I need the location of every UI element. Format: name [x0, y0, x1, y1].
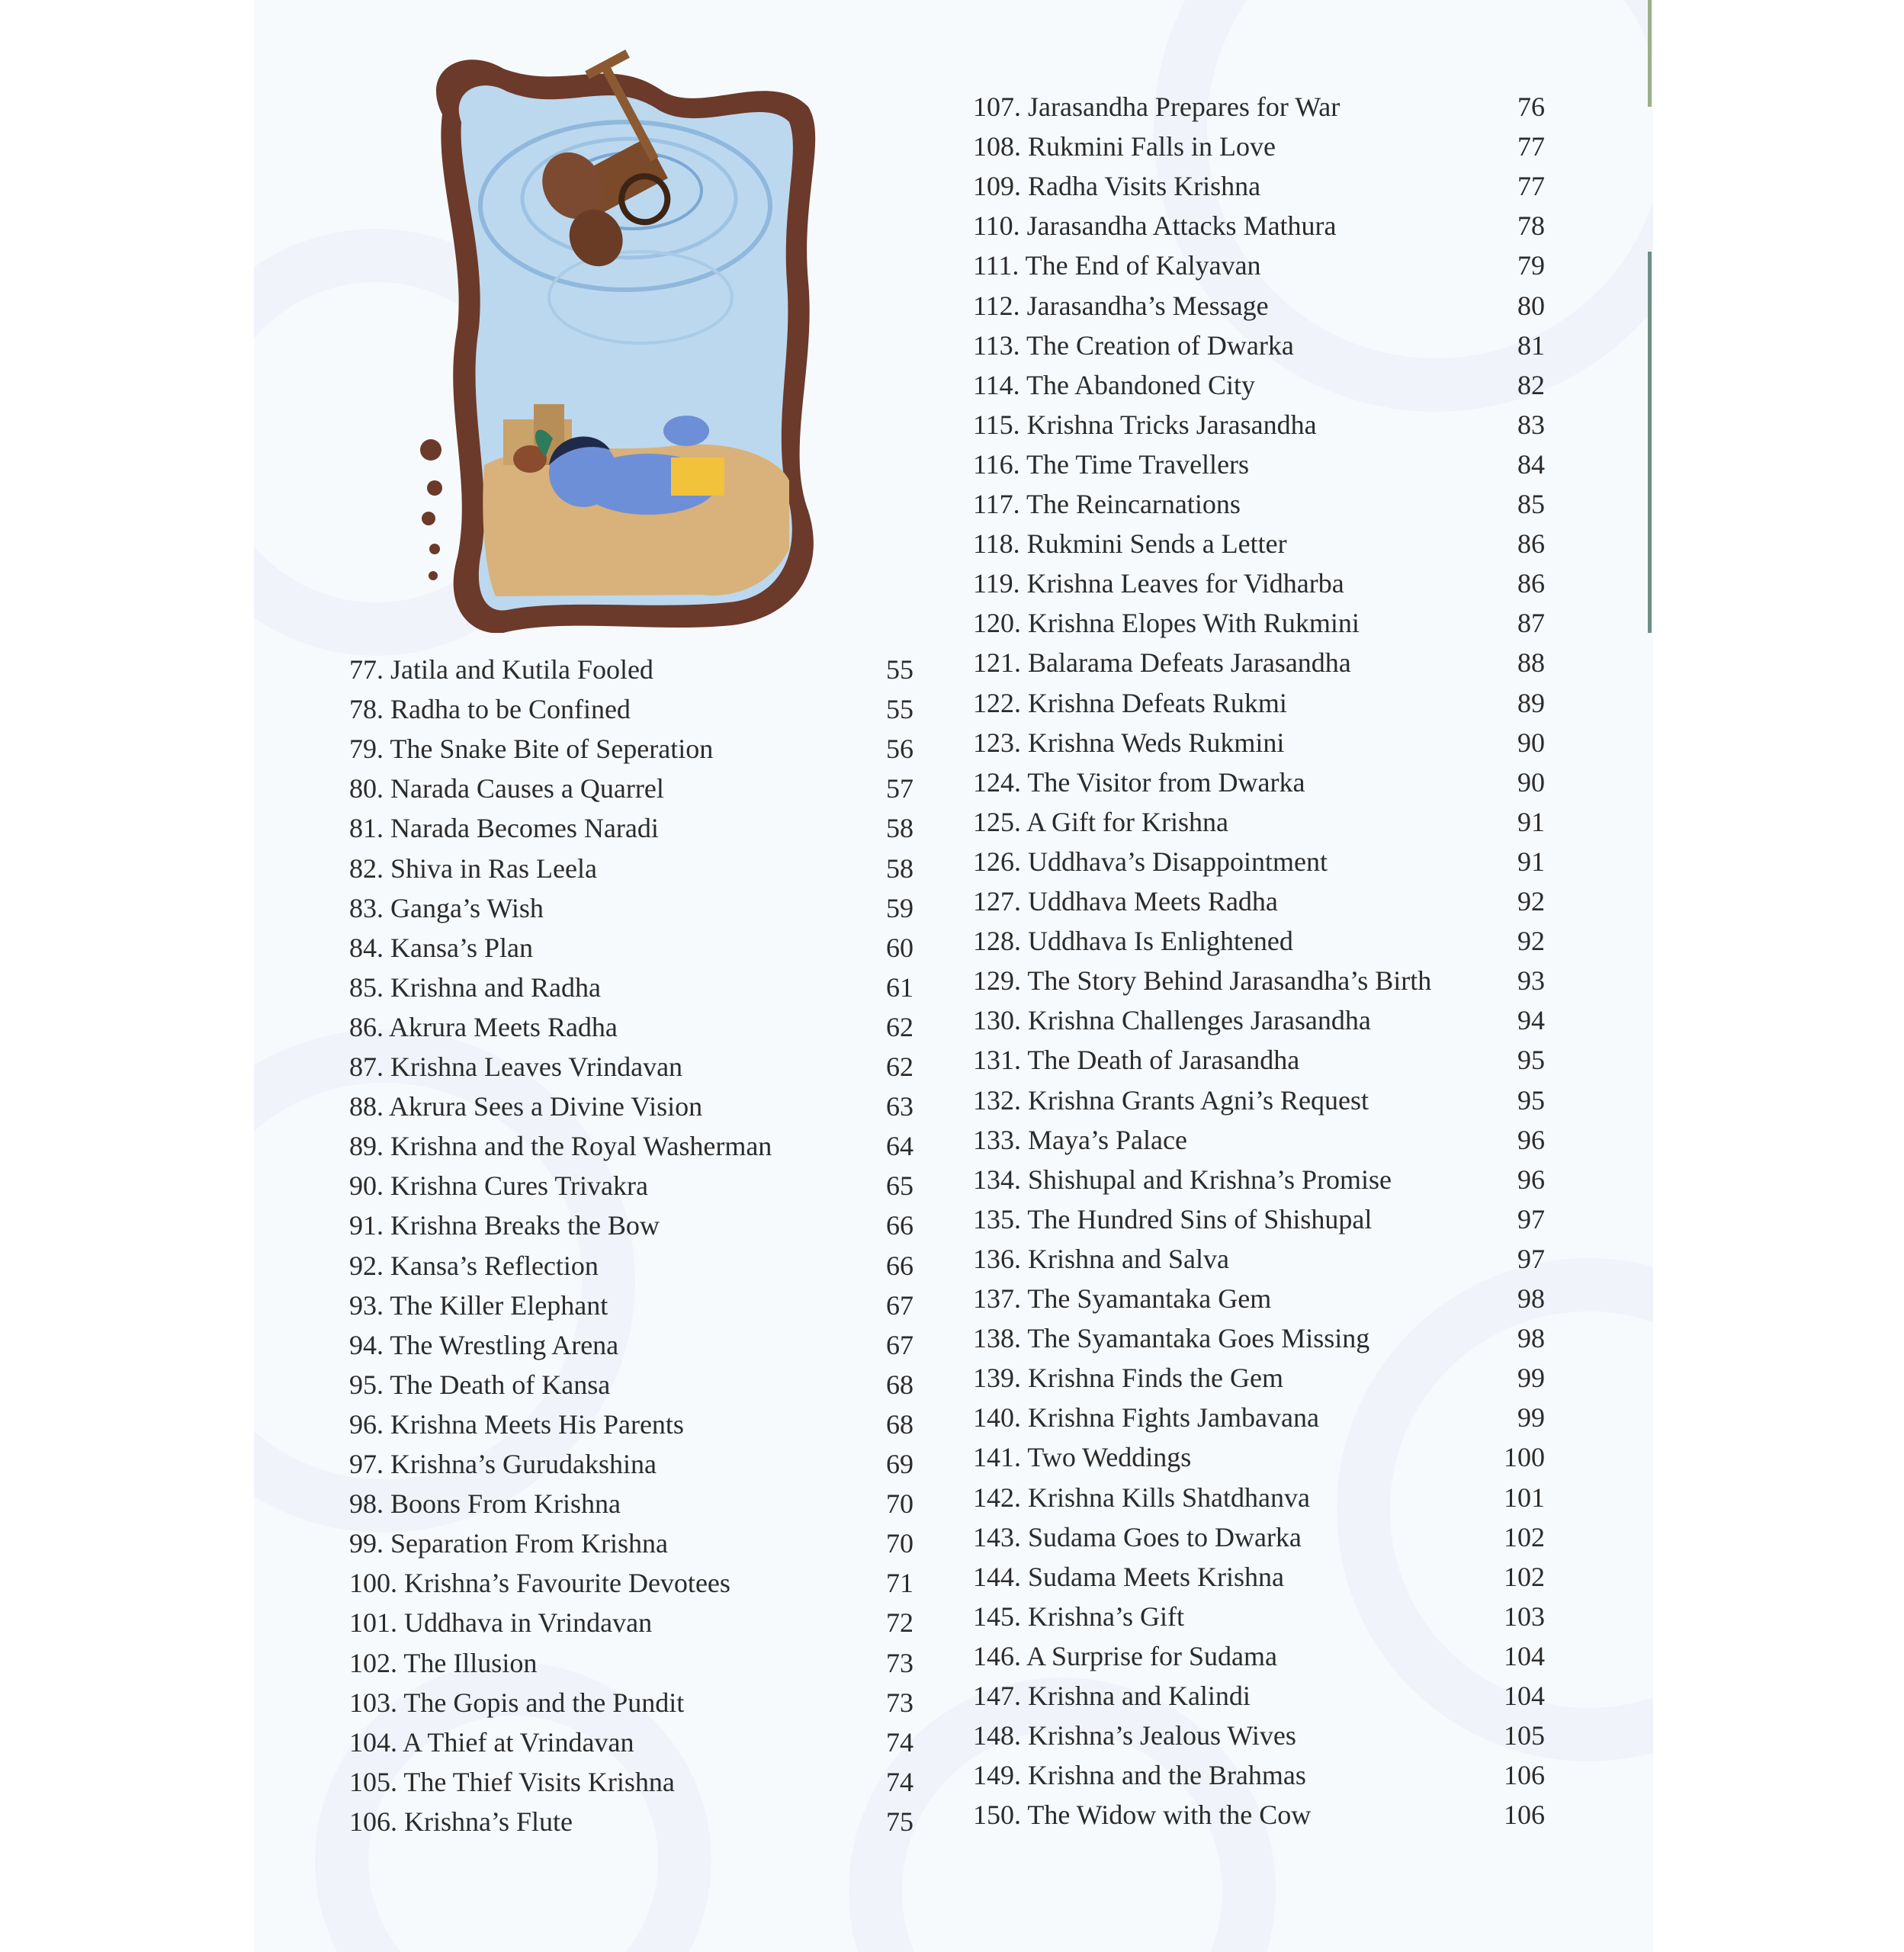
toc-entry-page: 106: [1504, 1760, 1545, 1791]
toc-entry-page: 89: [1517, 687, 1545, 718]
toc-entry-title: 79. The Snake Bite of Seperation: [349, 734, 714, 765]
toc-entry-title: 91. Krishna Breaks the Bow: [349, 1210, 660, 1241]
krishna-feet: [663, 416, 709, 446]
toc-entry-page: 77: [1517, 131, 1545, 162]
toc-entry-page: 62: [886, 1011, 913, 1042]
toc-entry-title: 114. The Abandoned City: [973, 369, 1255, 400]
toc-entry-title: 98. Boons From Krishna: [349, 1488, 621, 1520]
toc-entry-page: 102: [1504, 1561, 1545, 1592]
toc-entry-title: 87. Krishna Leaves Vrindavan: [349, 1051, 683, 1082]
toc-entry-title: 132. Krishna Grants Agni’s Request: [973, 1084, 1369, 1116]
toc-entry-page: 79: [1517, 250, 1545, 281]
toc-entry-page: 88: [1517, 647, 1545, 679]
toc-entry-title: 143. Sudama Goes to Dwarka: [973, 1521, 1302, 1552]
toc-entry-page: 59: [886, 892, 913, 923]
toc-entry-page: 60: [886, 932, 913, 963]
toc-entry-page: 76: [1517, 92, 1545, 122]
toc-entry-title: 105. The Thief Visits Krishna: [349, 1766, 675, 1797]
toc-entry-title: 149. Krishna and the Brahmas: [973, 1760, 1306, 1791]
toc-entry-page: 95: [1517, 1045, 1545, 1076]
toc-entry-title: 121. Balarama Defeats Jarasandha: [973, 647, 1351, 679]
toc-entry-title: 134. Shishupal and Krishna’s Promise: [973, 1164, 1392, 1195]
toc-entry-title: 118. Rukmini Sends a Letter: [973, 528, 1287, 560]
toc-entry-page: 86: [1517, 528, 1545, 560]
toc-entry-title: 113. The Creation of Dwarka: [973, 329, 1294, 361]
toc-entry-title: 130. Krishna Challenges Jarasandha: [973, 1005, 1371, 1036]
toc-entry-title: 116. The Time Travellers: [973, 448, 1250, 480]
toc-entry-page: 73: [886, 1647, 913, 1678]
toc-entry-page: 86: [1517, 568, 1545, 599]
toc-entry-page: 90: [1517, 766, 1545, 798]
krishna-dhoti: [671, 458, 724, 496]
toc-entry-page: 98: [1517, 1283, 1545, 1314]
toc-entry-page: 65: [886, 1170, 913, 1202]
toc-entry-title: 96. Krishna Meets His Parents: [349, 1408, 684, 1440]
toc-entry-title: 126. Uddhava’s Disappointment: [973, 846, 1328, 877]
toc-entry-page: 69: [886, 1449, 913, 1479]
toc-entry-title: 135. The Hundred Sins of Shishupal: [973, 1203, 1373, 1234]
toc-entry-title: 119. Krishna Leaves for Vidharba: [973, 568, 1344, 599]
toc-entry-title: 123. Krishna Weds Rukmini: [973, 727, 1285, 758]
toc-entry-title: 131. The Death of Jarasandha: [973, 1045, 1300, 1076]
page-edge-strip: [1648, 0, 1652, 107]
toc-entry-page: 96: [1517, 1164, 1545, 1195]
toc-entry-title: 137. The Syamantaka Gem: [973, 1283, 1272, 1314]
toc-entry-title: 109. Radha Visits Krishna: [973, 171, 1261, 202]
toc-entry-page: 66: [886, 1250, 913, 1281]
baby-krishna-cart-illustration: [412, 23, 839, 633]
toc-entry-page: 99: [1517, 1363, 1545, 1394]
toc-entry-page: 68: [886, 1369, 913, 1400]
toc-entry-title: 142. Krishna Kills Shatdhanva: [973, 1482, 1310, 1513]
toc-entry-page: 90: [1517, 727, 1545, 758]
toc-entry-page: 64: [886, 1131, 913, 1162]
toc-entry-page: 97: [1517, 1243, 1545, 1274]
toc-entry-page: 80: [1517, 290, 1545, 321]
toc-entry-page: 68: [886, 1408, 913, 1440]
toc-entry-page: 87: [1517, 608, 1545, 639]
toc-entry-title: 107. Jarasandha Prepares for War: [973, 92, 1341, 122]
toc-entry-title: 104. A Thief at Vrindavan: [349, 1726, 634, 1758]
page-edge-strip: [1648, 252, 1652, 633]
toc-entry-title: 148. Krishna’s Jealous Wives: [973, 1720, 1296, 1751]
toc-entry-page: 84: [1517, 448, 1545, 480]
toc-entry-page: 92: [1517, 886, 1545, 917]
toc-entry-title: 115. Krishna Tricks Jarasandha: [973, 409, 1317, 440]
toc-entry-page: 81: [1517, 329, 1545, 361]
toc-entry-page: 75: [886, 1806, 913, 1837]
toc-entry-page: 103: [1504, 1600, 1545, 1632]
toc-entry-title: 102. The Illusion: [349, 1647, 538, 1678]
toc-entry-page: 94: [1517, 1005, 1545, 1036]
toc-entry-page: 106: [1504, 1800, 1545, 1831]
toc-entry-title: 93. The Killer Elephant: [349, 1289, 608, 1321]
toc-entry-title: 84. Kansa’s Plan: [349, 932, 533, 963]
paint-drop: [420, 439, 441, 461]
toc-entry-page: 66: [886, 1210, 913, 1241]
toc-entry-page: 62: [886, 1051, 913, 1082]
toc-entry-page: 70: [886, 1528, 913, 1559]
toc-entry-title: 85. Krishna and Radha: [349, 971, 601, 1003]
toc-entry-page: 78: [1517, 210, 1545, 242]
toc-entry-title: 77. Jatila and Kutila Fooled: [349, 654, 653, 685]
toc-entry-page: 101: [1504, 1482, 1545, 1513]
toc-entry-page: 55: [886, 694, 913, 725]
toc-entry-page: 92: [1517, 926, 1545, 957]
toc-entry-page: 63: [886, 1091, 913, 1122]
paint-drop: [429, 544, 440, 554]
toc-entry-title: 90. Krishna Cures Trivakra: [349, 1170, 648, 1202]
toc-entry-title: 120. Krishna Elopes With Rukmini: [973, 608, 1360, 639]
toc-entry-title: 136. Krishna and Salva: [973, 1243, 1229, 1274]
toc-entry-title: 82. Shiva in Ras Leela: [349, 852, 597, 884]
toc-entry-page: 99: [1517, 1402, 1545, 1434]
toc-entry-title: 103. The Gopis and the Pundit: [349, 1687, 685, 1718]
toc-entry-title: 108. Rukmini Falls in Love: [973, 131, 1276, 162]
toc-entry-page: 71: [886, 1568, 913, 1599]
toc-entry-page: 70: [886, 1488, 913, 1520]
toc-entry-title: 92. Kansa’s Reflection: [349, 1250, 599, 1281]
toc-entry-page: 77: [1517, 171, 1545, 202]
toc-entry-page: 85: [1517, 489, 1545, 519]
paint-drop: [429, 571, 438, 580]
toc-entry-title: 106. Krishna’s Flute: [349, 1806, 573, 1837]
toc-entry-title: 97. Krishna’s Gurudakshina: [349, 1449, 657, 1479]
toc-entry-title: 122. Krishna Defeats Rukmi: [973, 687, 1287, 718]
toc-entry-title: 150. The Widow with the Cow: [973, 1800, 1312, 1831]
toc-entry-title: 95. The Death of Kansa: [349, 1369, 611, 1400]
toc-entry-title: 146. A Surprise for Sudama: [973, 1640, 1277, 1671]
toc-entry-page: 55: [886, 654, 913, 685]
toc-entry-title: 110. Jarasandha Attacks Mathura: [973, 210, 1337, 242]
toc-entry-title: 129. The Story Behind Jarasandha’s Birth: [973, 965, 1432, 997]
toc-entry-title: 99. Separation From Krishna: [349, 1528, 668, 1559]
toc-entry-title: 112. Jarasandha’s Message: [973, 290, 1269, 321]
toc-entry-page: 82: [1517, 369, 1545, 400]
toc-entry-title: 111. The End of Kalyavan: [973, 250, 1261, 281]
toc-entry-title: 100. Krishna’s Favourite Devotees: [349, 1568, 730, 1599]
toc-entry-page: 91: [1517, 806, 1545, 837]
toc-entry-title: 127. Uddhava Meets Radha: [973, 886, 1278, 917]
toc-entry-page: 96: [1517, 1124, 1545, 1155]
toc-entry-title: 140. Krishna Fights Jambavana: [973, 1402, 1319, 1434]
toc-entry-title: 80. Narada Causes a Quarrel: [349, 773, 664, 804]
toc-entry-page: 97: [1517, 1203, 1545, 1234]
toc-entry-page: 104: [1504, 1640, 1545, 1671]
toc-entry-page: 93: [1517, 965, 1545, 997]
toc-entry-page: 95: [1517, 1084, 1545, 1116]
toc-entry-page: 56: [886, 734, 913, 765]
toc-entry-title: 88. Akrura Sees a Divine Vision: [349, 1091, 703, 1122]
toc-entry-title: 94. The Wrestling Arena: [349, 1329, 619, 1360]
toc-entry-page: 67: [886, 1329, 913, 1360]
toc-entry-title: 86. Akrura Meets Radha: [349, 1011, 618, 1042]
toc-entry-page: 74: [886, 1726, 913, 1758]
toc-entry-title: 101. Uddhava in Vrindavan: [349, 1607, 653, 1639]
toc-entry-page: 58: [886, 813, 913, 844]
toc-entry-page: 91: [1517, 846, 1545, 877]
toc-entry-page: 61: [886, 971, 913, 1003]
toc-entry-title: 89. Krishna and the Royal Washerman: [349, 1131, 772, 1162]
paint-drop: [427, 480, 442, 496]
toc-entry-title: 125. A Gift for Krishna: [973, 806, 1228, 837]
toc-entry-page: 72: [886, 1607, 913, 1639]
toc-entry-title: 81. Narada Becomes Naradi: [349, 813, 659, 844]
toc-entry-title: 139. Krishna Finds the Gem: [973, 1363, 1283, 1394]
toc-entry-title: 124. The Visitor from Dwarka: [973, 766, 1305, 798]
toc-entry-page: 100: [1504, 1442, 1545, 1473]
toc-entry-title: 147. Krishna and Kalindi: [973, 1681, 1251, 1711]
toc-entry-title: 78. Radha to be Confined: [349, 694, 631, 725]
toc-entry-title: 145. Krishna’s Gift: [973, 1600, 1184, 1632]
toc-entry-page: 74: [886, 1766, 913, 1797]
toc-entry-title: 141. Two Weddings: [973, 1442, 1192, 1473]
toc-entry-title: 83. Ganga’s Wish: [349, 892, 544, 923]
toc-entry-title: 128. Uddhava Is Enlightened: [973, 926, 1293, 957]
toc-entry-page: 104: [1504, 1681, 1545, 1711]
toc-entry-page: 57: [886, 773, 913, 804]
toc-entry-title: 144. Sudama Meets Krishna: [973, 1561, 1284, 1592]
toc-entry-title: 117. The Reincarnations: [973, 489, 1241, 519]
toc-entry-page: 105: [1504, 1720, 1545, 1751]
toc-entry-title: 133. Maya’s Palace: [973, 1124, 1187, 1155]
toc-entry-page: 58: [886, 852, 913, 884]
toc-entry-page: 73: [886, 1687, 913, 1718]
toc-entry-page: 102: [1504, 1521, 1545, 1552]
toc-entry-page: 67: [886, 1289, 913, 1321]
toc-entry-page: 83: [1517, 409, 1545, 440]
paint-drop: [422, 512, 435, 525]
toc-entry-page: 98: [1517, 1323, 1545, 1354]
toc-entry-title: 138. The Syamantaka Goes Missing: [973, 1323, 1370, 1354]
